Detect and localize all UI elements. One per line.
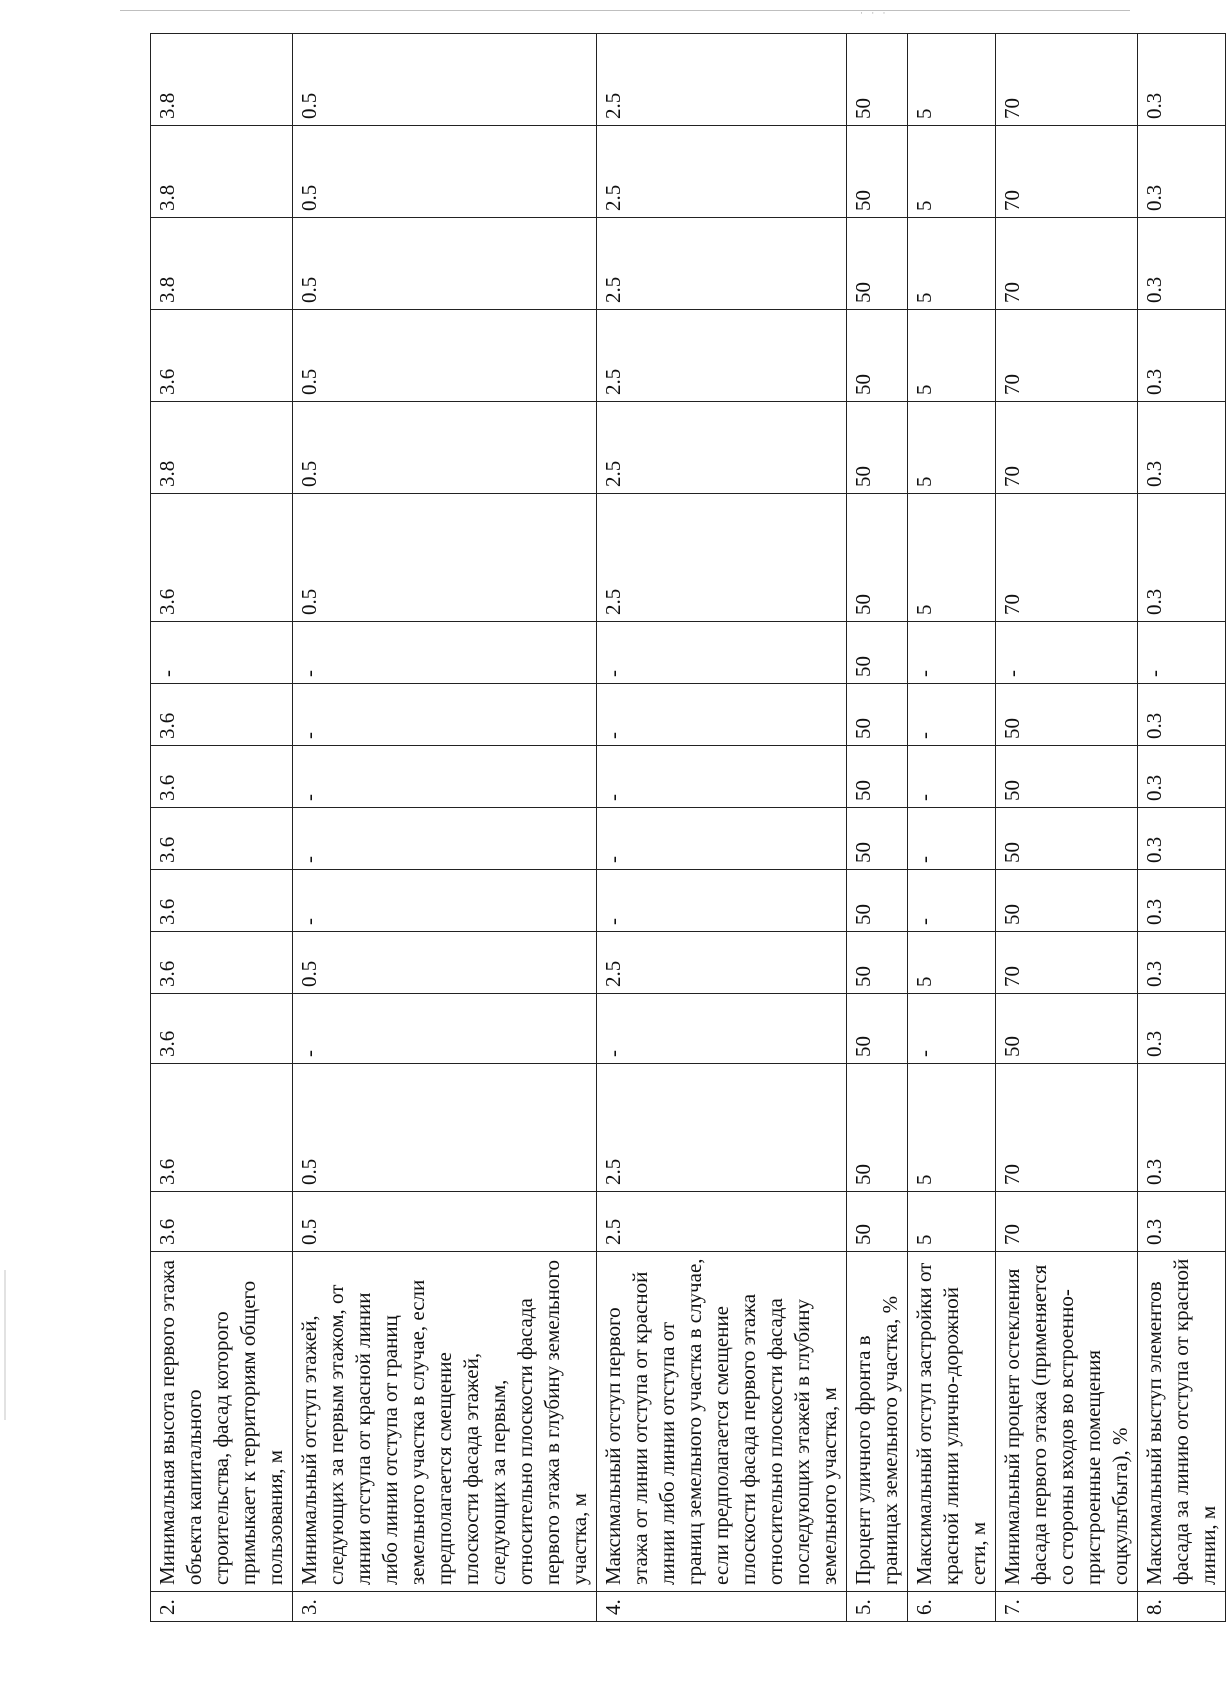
parameter-value: 0.3 (1138, 808, 1226, 870)
parameter-value: 0.3 (1138, 994, 1226, 1064)
parameter-value: - (1138, 622, 1226, 684)
parameter-value: - (597, 622, 847, 684)
parameter-value: 3.6 (151, 808, 293, 870)
parameter-value: - (293, 808, 597, 870)
row-number: 8. (1138, 1592, 1226, 1622)
table-row (847, 34, 908, 1622)
parameter-value: 50 (847, 622, 908, 684)
parameter-value: 70 (996, 402, 1138, 494)
parameter-value: - (908, 622, 996, 684)
parameter-value: - (293, 684, 597, 746)
parameter-value: 0.3 (1138, 746, 1226, 808)
parameter-value: 3.6 (151, 684, 293, 746)
scan-edge-line (120, 10, 1130, 11)
parameter-description: Максимальный отступ первого этажа от линии отступа от красной линии либо линии отступа от границ земельного участка в случае, если предполагается смещение плоскости фасада первого этажа относительно плоскости фасада последующих этажей в глубину земельного участка, м (597, 1252, 847, 1592)
parameter-value: 50 (847, 494, 908, 622)
parameter-value: - (293, 622, 597, 684)
parameter-value: 50 (847, 1064, 908, 1192)
table-body (151, 34, 1226, 1622)
parameter-value: 3.6 (151, 870, 293, 932)
parameter-description: Максимальный отступ застройки от красной линии улично-дорожной сети, м (908, 1252, 996, 1592)
parameter-value: 70 (996, 218, 1138, 310)
parameter-value: 3.8 (151, 218, 293, 310)
table-row (1138, 34, 1226, 1622)
parameter-value: 2.5 (597, 218, 847, 310)
parameter-value: 0.3 (1138, 218, 1226, 310)
parameter-value: 3.6 (151, 746, 293, 808)
parameter-value: 0.3 (1138, 684, 1226, 746)
parameter-value: 0.5 (293, 1064, 597, 1192)
parameter-value: 0.3 (1138, 1192, 1226, 1252)
parameter-value: 3.6 (151, 1192, 293, 1252)
parameter-value: 5 (908, 310, 996, 402)
parameter-value: 5 (908, 34, 996, 126)
parameter-value: 2.5 (597, 310, 847, 402)
parameter-value: 50 (847, 684, 908, 746)
parameter-value: 2.5 (597, 1192, 847, 1252)
parameter-value: 50 (996, 684, 1138, 746)
parameter-value: 3.6 (151, 994, 293, 1064)
parameter-value: - (597, 808, 847, 870)
table-row (151, 34, 293, 1622)
table-row (597, 34, 847, 1622)
parameter-value: 0.5 (293, 218, 597, 310)
parameter-value: - (293, 870, 597, 932)
parameter-value: 3.6 (151, 932, 293, 994)
parameter-value: 0.3 (1138, 126, 1226, 218)
parameter-value: - (597, 994, 847, 1064)
parameter-description: Максимальный выступ элементов фасада за линию отступа от красной линии, м (1138, 1252, 1226, 1592)
parameter-value: 3.8 (151, 402, 293, 494)
parameter-value: 70 (996, 126, 1138, 218)
parameter-value: 50 (847, 932, 908, 994)
parameter-value: 5 (908, 402, 996, 494)
table-row (996, 34, 1138, 1622)
parameter-value: 5 (908, 218, 996, 310)
parameter-value: 5 (908, 494, 996, 622)
parameter-value: 70 (996, 494, 1138, 622)
parameter-value: 50 (847, 1192, 908, 1252)
parameter-value: - (996, 622, 1138, 684)
parameter-value: 50 (847, 126, 908, 218)
parameter-value: 70 (996, 34, 1138, 126)
row-number: 3. (293, 1592, 597, 1622)
parameter-value: - (151, 622, 293, 684)
scan-edge-dots: · · · (860, 8, 889, 18)
parameter-value: 0.3 (1138, 870, 1226, 932)
scan-margin-mark (4, 1270, 6, 1420)
parameter-description: Минимальная высота первого этажа объекта капитального строительства, фасад которого примыкает к территориям общего пользования, м (151, 1252, 293, 1592)
parameter-value: 3.6 (151, 494, 293, 622)
parameter-value: 0.3 (1138, 310, 1226, 402)
parameter-value: 50 (847, 310, 908, 402)
parameter-value: - (293, 994, 597, 1064)
parameter-value: - (293, 746, 597, 808)
parameters-table (150, 33, 1226, 1622)
parameter-value: 2.5 (597, 494, 847, 622)
parameter-value: 50 (847, 34, 908, 126)
table-row (908, 34, 996, 1622)
parameter-value: 50 (996, 870, 1138, 932)
parameter-value: 50 (847, 218, 908, 310)
parameter-value: 50 (847, 870, 908, 932)
parameter-value: 0.3 (1138, 402, 1226, 494)
parameter-value: 0.3 (1138, 932, 1226, 994)
table-row (293, 34, 597, 1622)
parameter-value: 0.5 (293, 932, 597, 994)
parameter-value: 50 (847, 994, 908, 1064)
parameter-value: 3.8 (151, 126, 293, 218)
parameter-description: Процент уличного фронта в границах земельного участка, % (847, 1252, 908, 1592)
parameter-value: - (908, 746, 996, 808)
parameter-value: 0.5 (293, 402, 597, 494)
parameter-value: 2.5 (597, 402, 847, 494)
parameter-value: - (597, 746, 847, 808)
row-number: 4. (597, 1592, 847, 1622)
parameter-value: 70 (996, 1064, 1138, 1192)
row-number: 5. (847, 1592, 908, 1622)
parameter-value: 3.8 (151, 34, 293, 126)
parameter-value: 3.6 (151, 310, 293, 402)
parameter-value: 5 (908, 932, 996, 994)
parameter-value: 3.6 (151, 1064, 293, 1192)
parameter-value: 5 (908, 126, 996, 218)
parameter-value: 70 (996, 932, 1138, 994)
parameter-value: 2.5 (597, 1064, 847, 1192)
parameter-value: - (908, 684, 996, 746)
parameter-value: 0.3 (1138, 494, 1226, 622)
parameter-value: 50 (847, 402, 908, 494)
parameter-description: Минимальный процент остекления фасада первого этажа (применяется со стороны входов во встроенно-пристроенные помещения соцкультбыта), % (996, 1252, 1138, 1592)
rotated-table-wrapper (150, 33, 1226, 1622)
parameter-value: 2.5 (597, 932, 847, 994)
parameter-value: 0.3 (1138, 1064, 1226, 1192)
parameter-value: - (908, 808, 996, 870)
parameter-value: - (908, 994, 996, 1064)
parameter-value: 0.5 (293, 34, 597, 126)
parameter-value: - (597, 684, 847, 746)
parameter-value: 0.5 (293, 310, 597, 402)
parameter-description: Минимальный отступ этажей, следующих за первым этажом, от линии отступа от красной линии либо линии отступа от границ земельного участка в случае, если предполагается смещение плоскости фасада этажей, следующих за первым, относительно плоскости фасада первого этажа в глубину земельного участка, м (293, 1252, 597, 1592)
parameter-value: 50 (996, 808, 1138, 870)
parameter-value: 2.5 (597, 34, 847, 126)
parameter-value: 5 (908, 1192, 996, 1252)
parameter-value: 50 (996, 994, 1138, 1064)
parameter-value: 50 (847, 746, 908, 808)
parameter-value: 50 (847, 808, 908, 870)
parameter-value: 70 (996, 1192, 1138, 1252)
parameter-value: 0.5 (293, 1192, 597, 1252)
row-number: 2. (151, 1592, 293, 1622)
parameter-value: 50 (996, 746, 1138, 808)
parameter-value: - (597, 870, 847, 932)
parameter-value: 0.5 (293, 126, 597, 218)
parameter-value: 0.5 (293, 494, 597, 622)
parameter-value: 5 (908, 1064, 996, 1192)
parameter-value: 2.5 (597, 126, 847, 218)
row-number: 7. (996, 1592, 1138, 1622)
parameter-value: 70 (996, 310, 1138, 402)
parameter-value: - (908, 870, 996, 932)
parameter-value: 0.3 (1138, 34, 1226, 126)
row-number: 6. (908, 1592, 996, 1622)
